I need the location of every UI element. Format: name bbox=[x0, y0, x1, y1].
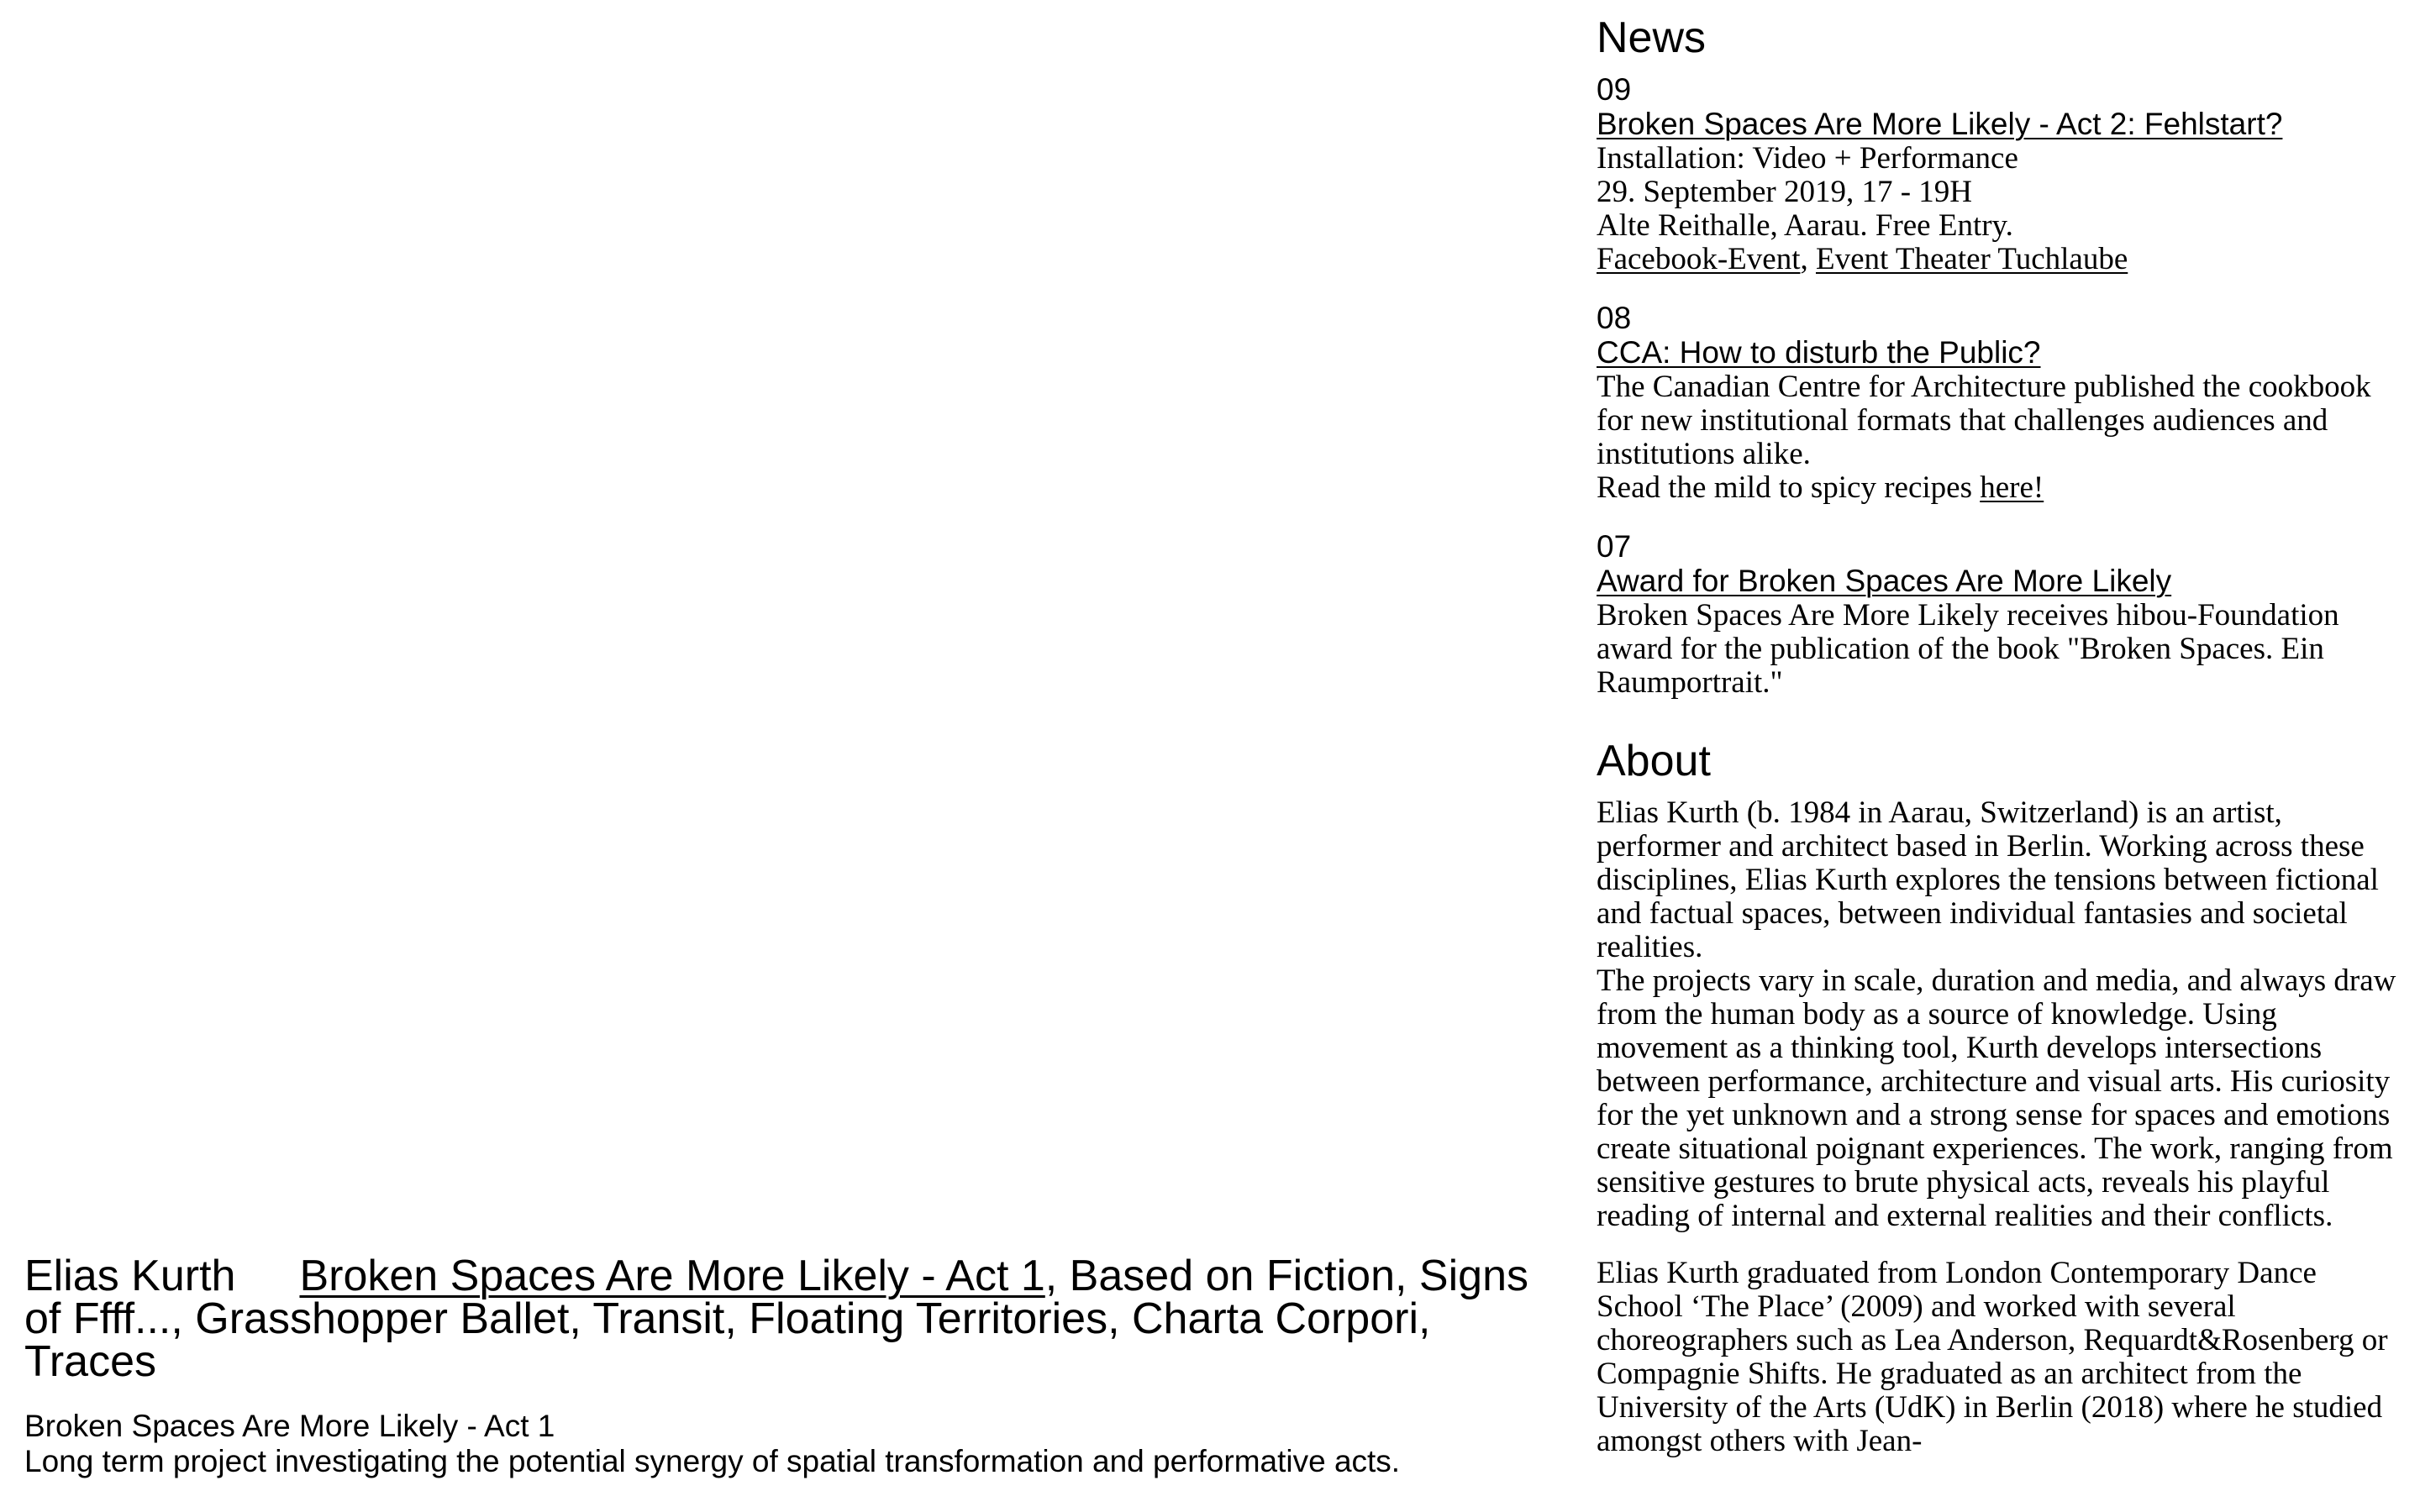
news-title-link[interactable]: Award for Broken Spaces Are More Likely bbox=[1597, 564, 2172, 598]
project-link-broken-spaces-act-1[interactable]: Broken Spaces Are More Likely - Act 1 bbox=[299, 1252, 1045, 1300]
news-line: 29. September 2019, 17 - 19H bbox=[1597, 175, 1973, 209]
news-body: Broken Spaces Are More Likely receives hibou-Foundation award for the publication of the book "Broken Spaces. Ein Raumportrait." bbox=[1597, 598, 2339, 700]
project-description: Long term project investigating the potential synergy of spatial transformation and performative acts. bbox=[24, 1444, 1401, 1478]
project-link-based-on-fiction[interactable]: Based on Fiction bbox=[1069, 1252, 1396, 1300]
project-separator: , bbox=[724, 1294, 750, 1343]
about-heading: About bbox=[1597, 737, 1711, 785]
facebook-event-link[interactable]: Facebook-Event bbox=[1597, 242, 1801, 276]
event-theater-link[interactable]: Event Theater Tuchlaube bbox=[1815, 242, 2128, 276]
project-title: Broken Spaces Are More Likely - Act 1 bbox=[24, 1409, 555, 1443]
news-title-link[interactable]: Broken Spaces Are More Likely - Act 2: Fehlstart? bbox=[1597, 107, 2283, 141]
artist-name[interactable]: Elias Kurth bbox=[24, 1252, 236, 1300]
project-separator: , bbox=[1107, 1294, 1132, 1343]
project-link-charta-corpori[interactable]: Charta Corpori bbox=[1131, 1294, 1418, 1343]
read-more-text: Read the mild to spicy recipes bbox=[1597, 470, 1981, 505]
link-separator: , bbox=[1800, 242, 1816, 276]
news-item bbox=[1597, 302, 2403, 505]
project-link-signs-of-ffff[interactable]: Signs of Ffff... bbox=[24, 1252, 1528, 1343]
project-separator: , bbox=[1044, 1252, 1070, 1300]
project-link-transit[interactable]: Transit bbox=[592, 1294, 725, 1343]
project-separator: , bbox=[569, 1294, 593, 1343]
about-paragraph: Elias Kurth graduated from London Contemporary Dance School ‘The Place’ (2009) and worked with several choreographers such as Lea Anderson, Requardt&Rosenberg or Compagnie Shifts. He graduated as an architect from the University of the Arts (UdK) in Berlin (2018) where he studied amongst others with Jean- bbox=[1597, 1256, 2388, 1458]
news-heading: News bbox=[1597, 13, 1707, 62]
about-paragraph: The projects vary in scale, duration and media, and always draw from the human body as a source of knowledge. Using movement as a thinking tool, Kurth develops intersections between performance, architecture and visual arts. His curiosity for the yet unknown and a strong sense for spaces and emotions create situational poignant experiences. The work, ranging from sensitive gestures to brute physical acts, reveals his playful reading of internal and external realities and their conflicts. bbox=[1597, 963, 2396, 1233]
about-paragraph: Elias Kurth (b. 1984 in Aarau, Switzerland) is an artist, performer and architect based in Berlin. Working across these disciplines, Elias Kurth explores the tensions between fictional and factual spaces, between individual fantasies and societal realities. bbox=[1597, 795, 2379, 964]
project-separator: , bbox=[1395, 1252, 1419, 1300]
project-separator: , bbox=[171, 1294, 196, 1343]
news-links bbox=[1597, 243, 2403, 276]
project-link-floating-territories[interactable]: Floating Territories bbox=[749, 1294, 1108, 1343]
recipes-link[interactable]: here! bbox=[1980, 470, 2044, 505]
project-detail bbox=[24, 1409, 1537, 1479]
news-line: Alte Reithalle, Aarau. Free Entry. bbox=[1597, 208, 2013, 243]
news-item bbox=[1597, 73, 2403, 276]
news-number: 08 bbox=[1597, 301, 1632, 335]
news-number: 09 bbox=[1597, 72, 1632, 107]
news-item bbox=[1597, 530, 2403, 700]
project-separator: , bbox=[1418, 1294, 1431, 1343]
news-number: 07 bbox=[1597, 529, 1632, 564]
project-link-grasshopper-ballet[interactable]: Grasshopper Ballet bbox=[195, 1294, 570, 1343]
info-sidebar[interactable] bbox=[1597, 0, 2403, 1512]
news-line: Installation: Video + Performance bbox=[1597, 141, 2018, 176]
project-nav bbox=[24, 1252, 1537, 1386]
project-footer bbox=[24, 1252, 1537, 1479]
news-read-more bbox=[1597, 471, 2403, 505]
news-body: The Canadian Centre for Architecture published the cookbook for new institutional formats that challenges audiences and institutions alike. bbox=[1597, 370, 2371, 471]
project-link-traces[interactable]: Traces bbox=[24, 1337, 156, 1386]
news-title-link[interactable]: CCA: How to disturb the Public? bbox=[1597, 335, 2041, 370]
